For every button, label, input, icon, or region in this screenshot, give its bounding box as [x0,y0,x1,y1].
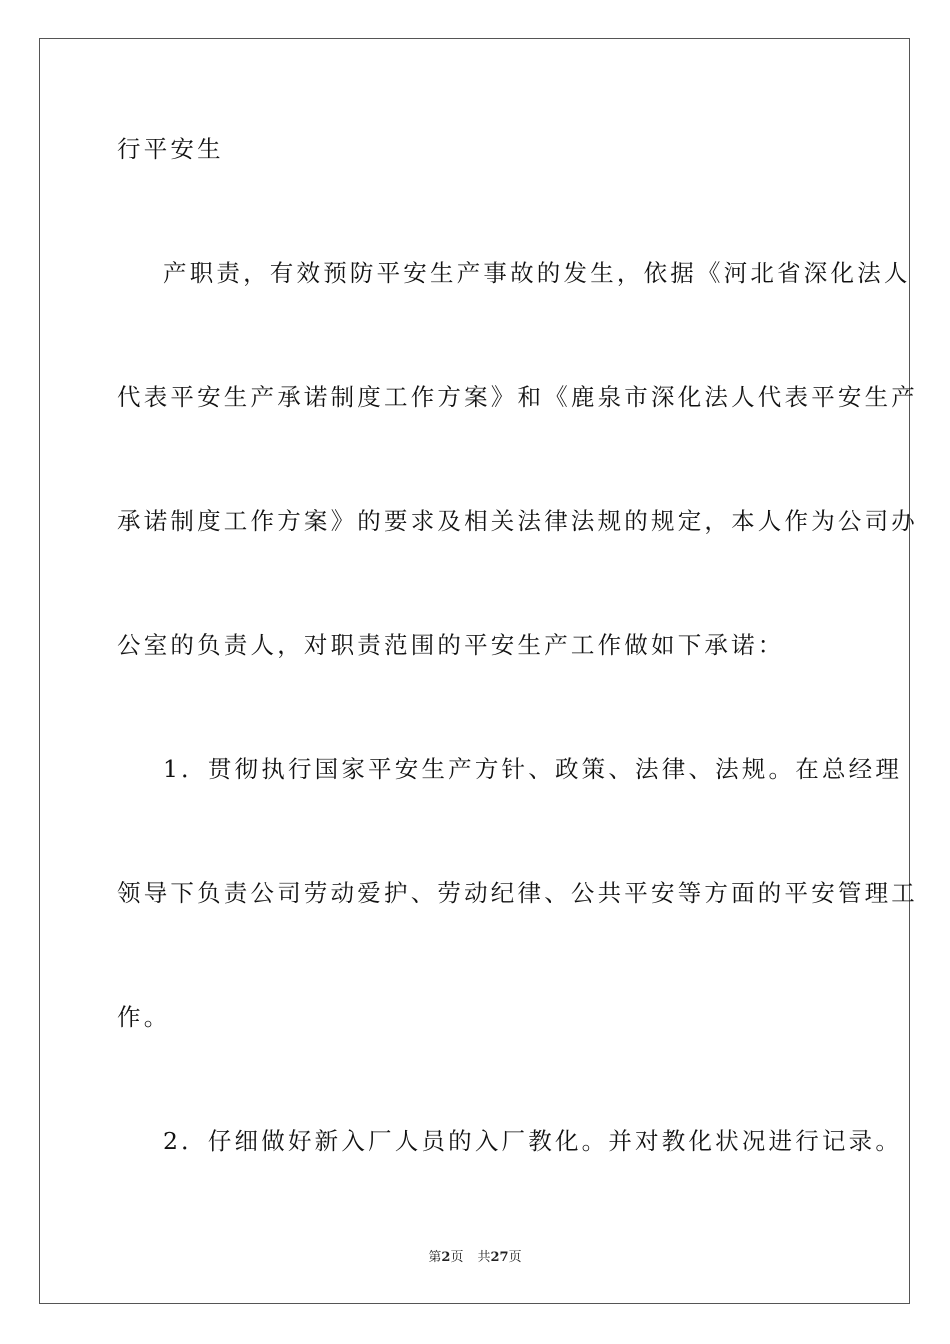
page-number: 2 [441,1250,451,1265]
page-prefix: 第 [428,1250,442,1265]
text-line-7: 领导下负责公司劳动爱护、劳动纪律、公共平安等方面的平安管理工 [117,879,918,907]
total-pages: 27 [490,1250,509,1265]
text-line-5: 公室的负责人，对职责范围的平安生产工作做如下承诺： [117,631,785,659]
page-border [39,38,910,1304]
text-line-2: 产职责，有效预防平安生产事故的发生，依据《河北省深化法人 [163,259,911,287]
total-prefix: 共 [477,1250,491,1265]
page-suffix: 页 [450,1250,464,1265]
text-line-4: 承诺制度工作方案》的要求及相关法律法规的规定，本人作为公司办 [117,507,918,535]
text-line-1: 行平安生 [117,135,224,163]
text-line-8: 作。 [117,1003,171,1031]
text-line-3: 代表平安生产承诺制度工作方案》和《鹿泉市深化法人代表平安生产 [117,383,918,411]
numbered-item-2: 2．仔细做好新入厂人员的入厂教化。并对教化状况进行记录。 [163,1127,903,1155]
total-suffix: 页 [508,1250,522,1265]
numbered-item-1: 1．贯彻执行国家平安生产方针、政策、法律、法规。在总经理 [163,755,903,783]
page-footer [0,1249,950,1267]
